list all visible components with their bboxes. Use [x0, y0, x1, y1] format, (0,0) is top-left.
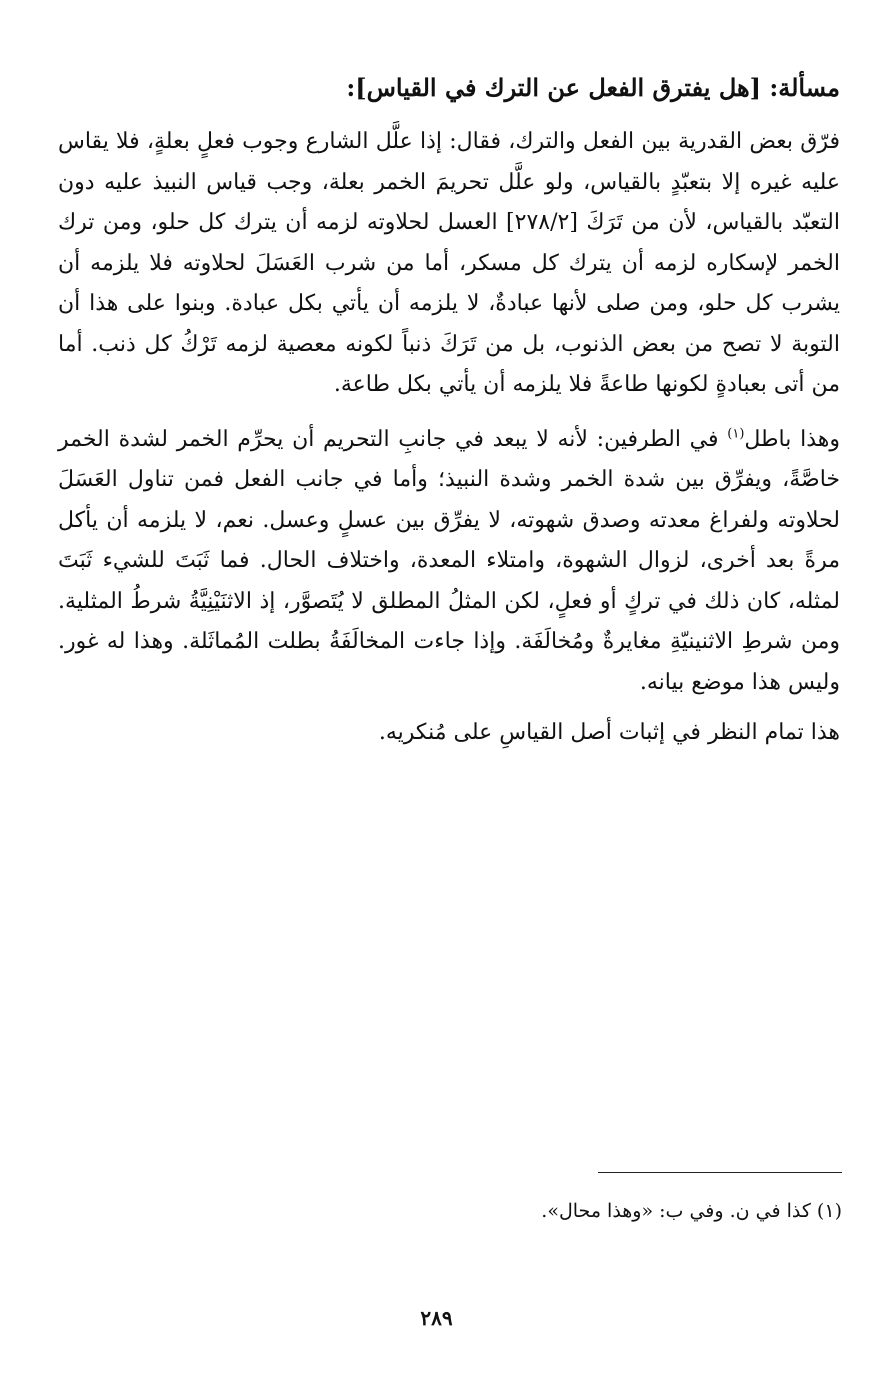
section-heading: مسألة: [هل يفترق الفعل عن الترك في القياس]: [346, 73, 840, 102]
paragraph-2-start: وهذا باطل [744, 426, 840, 452]
page-body [58, 60, 840, 754]
closing-line: هذا تمام النظر في إثبات أصل القياسِ على مُنكريه. [378, 720, 840, 745]
page-number: ٢٨٩ [420, 1306, 453, 1330]
footnote-marker[interactable]: (١) [727, 426, 745, 442]
paragraph-2 [58, 420, 840, 704]
paragraph-1: فرّق بعض القدرية بين الفعل والترك، فقال: إذا علَّل الشارع وجوب فعلٍ بعلةٍ، فلا يقاس عليه غيره إلا بتعبّدٍ بالقياس، ولو علَّل تحريمَ الخمر بعلة، وجب قياس النبيذ عليه دون التعبّد بالقياس، لأن من تَرَكَ [٢٧٨/٢] العسل لحلاوته لزمه أن يترك كل حلو، ومن ترك الخمر لإسكاره لزمه أن يترك كل مسكر، أما من شرب العَسَلَ لحلاوته فلا يلزمه أن يشرب كل حلو، ومن صلى لأنها عبادةٌ، لا يلزمه أن يأتي بكل عبادة. وبنوا على هذا أن التوبة لا تصح من بعض الذنوب، بل من تَرَكَ ذنباً لكونه معصية لزمه تَرْكُ كل ذنب. أما من أتى بعبادةٍ لكونها طاعةً فلا يلزمه أن يأتي بكل طاعة. [58, 129, 840, 397]
paragraph-2-rest: في الطرفين: لأنه لا يبعد في جانبِ التحريم أن يحرِّم الخمر لشدة الخمر خاصَّةً، ويفرِّق بين شدة الخمر وشدة النبيذ؛ وأما في جانب الفعل فمن تناول العَسَلَ لحلاوته ولفراغ معدته وصدق شهوته، لا يفرِّق بين عسلٍ وعسل. نعم، لا يلزمه أن يأكل مرةً بعد أخرى، لزوال الشهوة، وامتلاء المعدة، واختلاف الحال. فما ثَبَتَ للشيء ثَبَتَ لمثله، كان ذلك في تركٍ أو فعلٍ، لكن المثلُ المطلق لا يُتَصوَّر، إذ الاثنَيْنِيَّةُ شرطُ المثلية. ومن شرطِ الاثنينيّةِ مغايرةٌ ومُخالَفَة. وإذا جاءت المخالَفَةُ بطلت المُماثَلة. وهذا له غور. وليس هذا موضع بيانه. [58, 426, 840, 695]
footnote: (١) كذا في ن. وفي ب: «وهذا محال». [541, 1200, 842, 1222]
footnote-divider [598, 1172, 842, 1173]
